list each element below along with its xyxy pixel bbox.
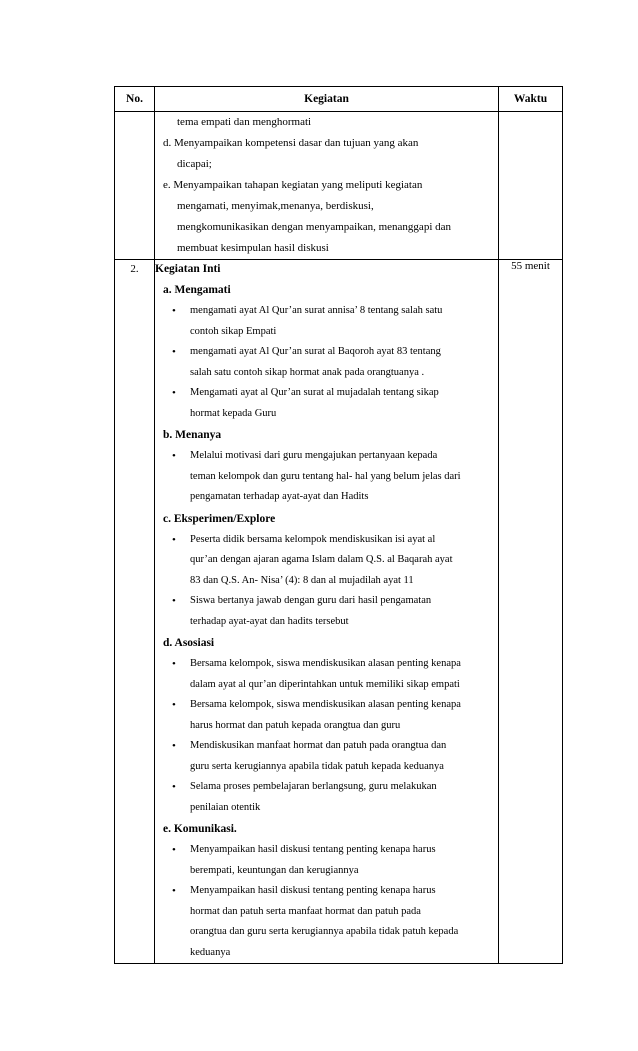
section-list — [155, 279, 498, 963]
section-heading: a. Mengamati — [163, 284, 231, 296]
bullet-text: Mengamati ayat al Qur’an surat al mujadalah tentang sikap — [190, 387, 439, 398]
section-heading: b. Menanya — [163, 429, 222, 441]
bullet-item — [155, 881, 498, 963]
bullet-item — [155, 695, 498, 736]
bullet-icon: • — [172, 658, 176, 670]
table-row-opening — [115, 112, 563, 260]
bullet-line — [155, 550, 498, 571]
bullet-line — [155, 716, 498, 737]
bullet-text: Bersama kelompok, siswa mendiskusikan alasan penting kenapa — [190, 699, 461, 710]
bullet-text: guru serta kerugiannya apabila tidak patuh kepada keduanya — [190, 760, 444, 772]
bullet-text: dalam ayat al qur’an diperintahkan untuk memiliki sikap empati — [190, 678, 460, 690]
row2-activity-cell — [155, 260, 499, 964]
bullet-line — [155, 301, 498, 322]
bullet-line — [155, 487, 498, 508]
bullet-line — [155, 757, 498, 778]
bullet-line — [155, 571, 498, 592]
bullet-text: Bersama kelompok, siswa mendiskusikan alasan penting kenapa — [190, 658, 461, 669]
bullet-icon: • — [172, 450, 176, 462]
continued-line: tema empati dan menghormati — [177, 116, 312, 128]
bullet-item — [155, 777, 498, 818]
bullet-text: orangtua dan guru serta kerugiannya apabila tidak patuh kepada — [190, 926, 459, 937]
list-marker: e. — [163, 179, 174, 191]
bullet-icon: • — [172, 740, 176, 752]
list-item-line — [155, 238, 498, 259]
bullet-icon: • — [172, 885, 176, 897]
bullet-text: mengamati ayat Al Qur’an surat al Baqoroh ayat 83 tentang — [190, 346, 441, 357]
bullet-text: contoh sikap Empati — [190, 325, 277, 337]
bullet-item — [155, 342, 498, 383]
bullet-line — [155, 383, 498, 404]
list-item-text: mengamati, menyimak,menanya, berdiskusi, — [177, 200, 374, 212]
bullet-line — [155, 467, 498, 488]
bullet-line — [155, 922, 498, 943]
list-item-line — [155, 154, 498, 175]
bullet-text: Menyampaikan hasil diskusi tentang penting kenapa harus — [190, 885, 436, 896]
bullet-item — [155, 654, 498, 695]
bullet-line — [155, 881, 498, 902]
bullet-line — [155, 695, 498, 716]
bullet-line — [155, 943, 498, 964]
bullet-line — [155, 342, 498, 363]
bullet-line — [155, 654, 498, 675]
bullet-text: hormat kepada Guru — [190, 407, 277, 419]
bullet-line — [155, 902, 498, 923]
list-item-text: mengkomunikasikan dengan menyampaikan, menanggapi dan — [177, 221, 452, 233]
section-heading: c. Eksperimen/Explore — [163, 512, 276, 525]
bullet-line — [155, 530, 498, 551]
bullet-text: hormat dan patuh serta manfaat hormat dan patuh pada — [190, 905, 421, 917]
bullet-text: teman kelompok dan guru tentang hal- hal yang belum jelas dari — [190, 470, 461, 482]
row1-item-list — [155, 133, 498, 259]
bullet-text: 83 dan Q.S. An- Nisa’ (4): 8 dan al mujadilah ayat 11 — [190, 574, 414, 586]
bullet-text: salah satu contoh sikap hormat anak pada orangtuanya . — [190, 366, 425, 378]
bullet-text: pengamatan terhadap ayat-ayat dan Hadits — [190, 491, 369, 502]
bullet-icon: • — [172, 387, 176, 399]
table-header-row — [115, 87, 563, 112]
section-heading: d. Asosiasi — [163, 637, 215, 649]
bullet-text: Mendiskusikan manfaat hormat dan patuh pada orangtua dan — [190, 740, 447, 751]
lesson-activity-table — [114, 86, 563, 964]
bullet-text: qur’an dengan ajaran agama Islam dalam Q.S. al Baqarah ayat — [190, 554, 453, 565]
bullet-icon: • — [172, 844, 176, 856]
bullet-line — [155, 591, 498, 612]
list-item-text: Menyampaikan tahapan kegiatan yang meliputi kegiatan — [173, 179, 423, 191]
bullet-text: mengamati ayat Al Qur’an surat annisa’ 8 tentang salah satu — [190, 305, 443, 316]
bullet-line — [155, 322, 498, 343]
table-row-kegiatan-inti — [115, 260, 563, 964]
bullet-icon: • — [172, 699, 176, 711]
bullet-line — [155, 798, 498, 819]
bullet-line — [155, 363, 498, 384]
bullet-text: Siswa bertanya jawab dengan guru dari hasil pengamatan — [190, 595, 432, 606]
bullet-line — [155, 777, 498, 798]
bullet-item — [155, 736, 498, 777]
bullet-line — [155, 404, 498, 425]
list-item-line — [155, 175, 498, 196]
kegiatan-inti-heading: Kegiatan Inti — [155, 263, 221, 275]
bullet-line — [155, 861, 498, 882]
bullet-icon: • — [172, 533, 176, 546]
list-item-line — [155, 133, 498, 154]
header-no: No. — [115, 87, 155, 112]
bullet-text: Melalui motivasi dari guru mengajukan pertanyaan kepada — [190, 450, 438, 461]
bullet-item — [155, 301, 498, 342]
header-kegiatan: Kegiatan — [155, 87, 499, 112]
bullet-text: penilaian otentik — [190, 801, 261, 813]
bullet-item — [155, 383, 498, 424]
bullet-icon: • — [172, 305, 176, 317]
list-item-line — [155, 196, 498, 217]
row1-activity-cell — [155, 112, 499, 260]
list-item-text: dicapai; — [177, 158, 212, 170]
row2-waktu: 55 menit — [499, 260, 563, 964]
row2-number: 2. — [115, 260, 155, 964]
section-heading: e. Komunikasi. — [163, 823, 237, 835]
bullet-item — [155, 591, 498, 632]
list-item-text: membuat kesimpulan hasil diskusi — [177, 242, 329, 254]
bullet-text: terhadap ayat-ayat dan hadits tersebut — [190, 615, 349, 627]
bullet-line — [155, 675, 498, 696]
bullet-line — [155, 446, 498, 467]
bullet-text: Selama proses pembelajaran berlangsung, guru melakukan — [190, 781, 437, 792]
bullet-text: harus hormat dan patuh kepada orangtua dan guru — [190, 719, 401, 731]
row1-waktu-cell — [499, 112, 563, 260]
bullet-line — [155, 840, 498, 861]
row1-no-cell — [115, 112, 155, 260]
bullet-item — [155, 840, 498, 881]
bullet-icon: • — [172, 595, 176, 607]
bullet-text: Peserta didik bersama kelompok mendiskusikan isi ayat al — [190, 533, 436, 545]
list-item-line — [155, 217, 498, 238]
bullet-icon: • — [172, 346, 176, 358]
bullet-text: Menyampaikan hasil diskusi tentang penting kenapa harus — [190, 844, 436, 855]
header-waktu: Waktu — [499, 87, 563, 112]
bullet-text: keduanya — [190, 946, 231, 958]
bullet-item — [155, 530, 498, 592]
bullet-icon: • — [172, 781, 176, 793]
bullet-item — [155, 446, 498, 508]
bullet-line — [155, 612, 498, 633]
bullet-text: berempati, keuntungan dan kerugiannya — [190, 864, 359, 876]
bullet-line — [155, 736, 498, 757]
list-marker: d. — [163, 137, 174, 149]
list-item-text: Menyampaikan kompetensi dasar dan tujuan yang akan — [174, 137, 419, 149]
